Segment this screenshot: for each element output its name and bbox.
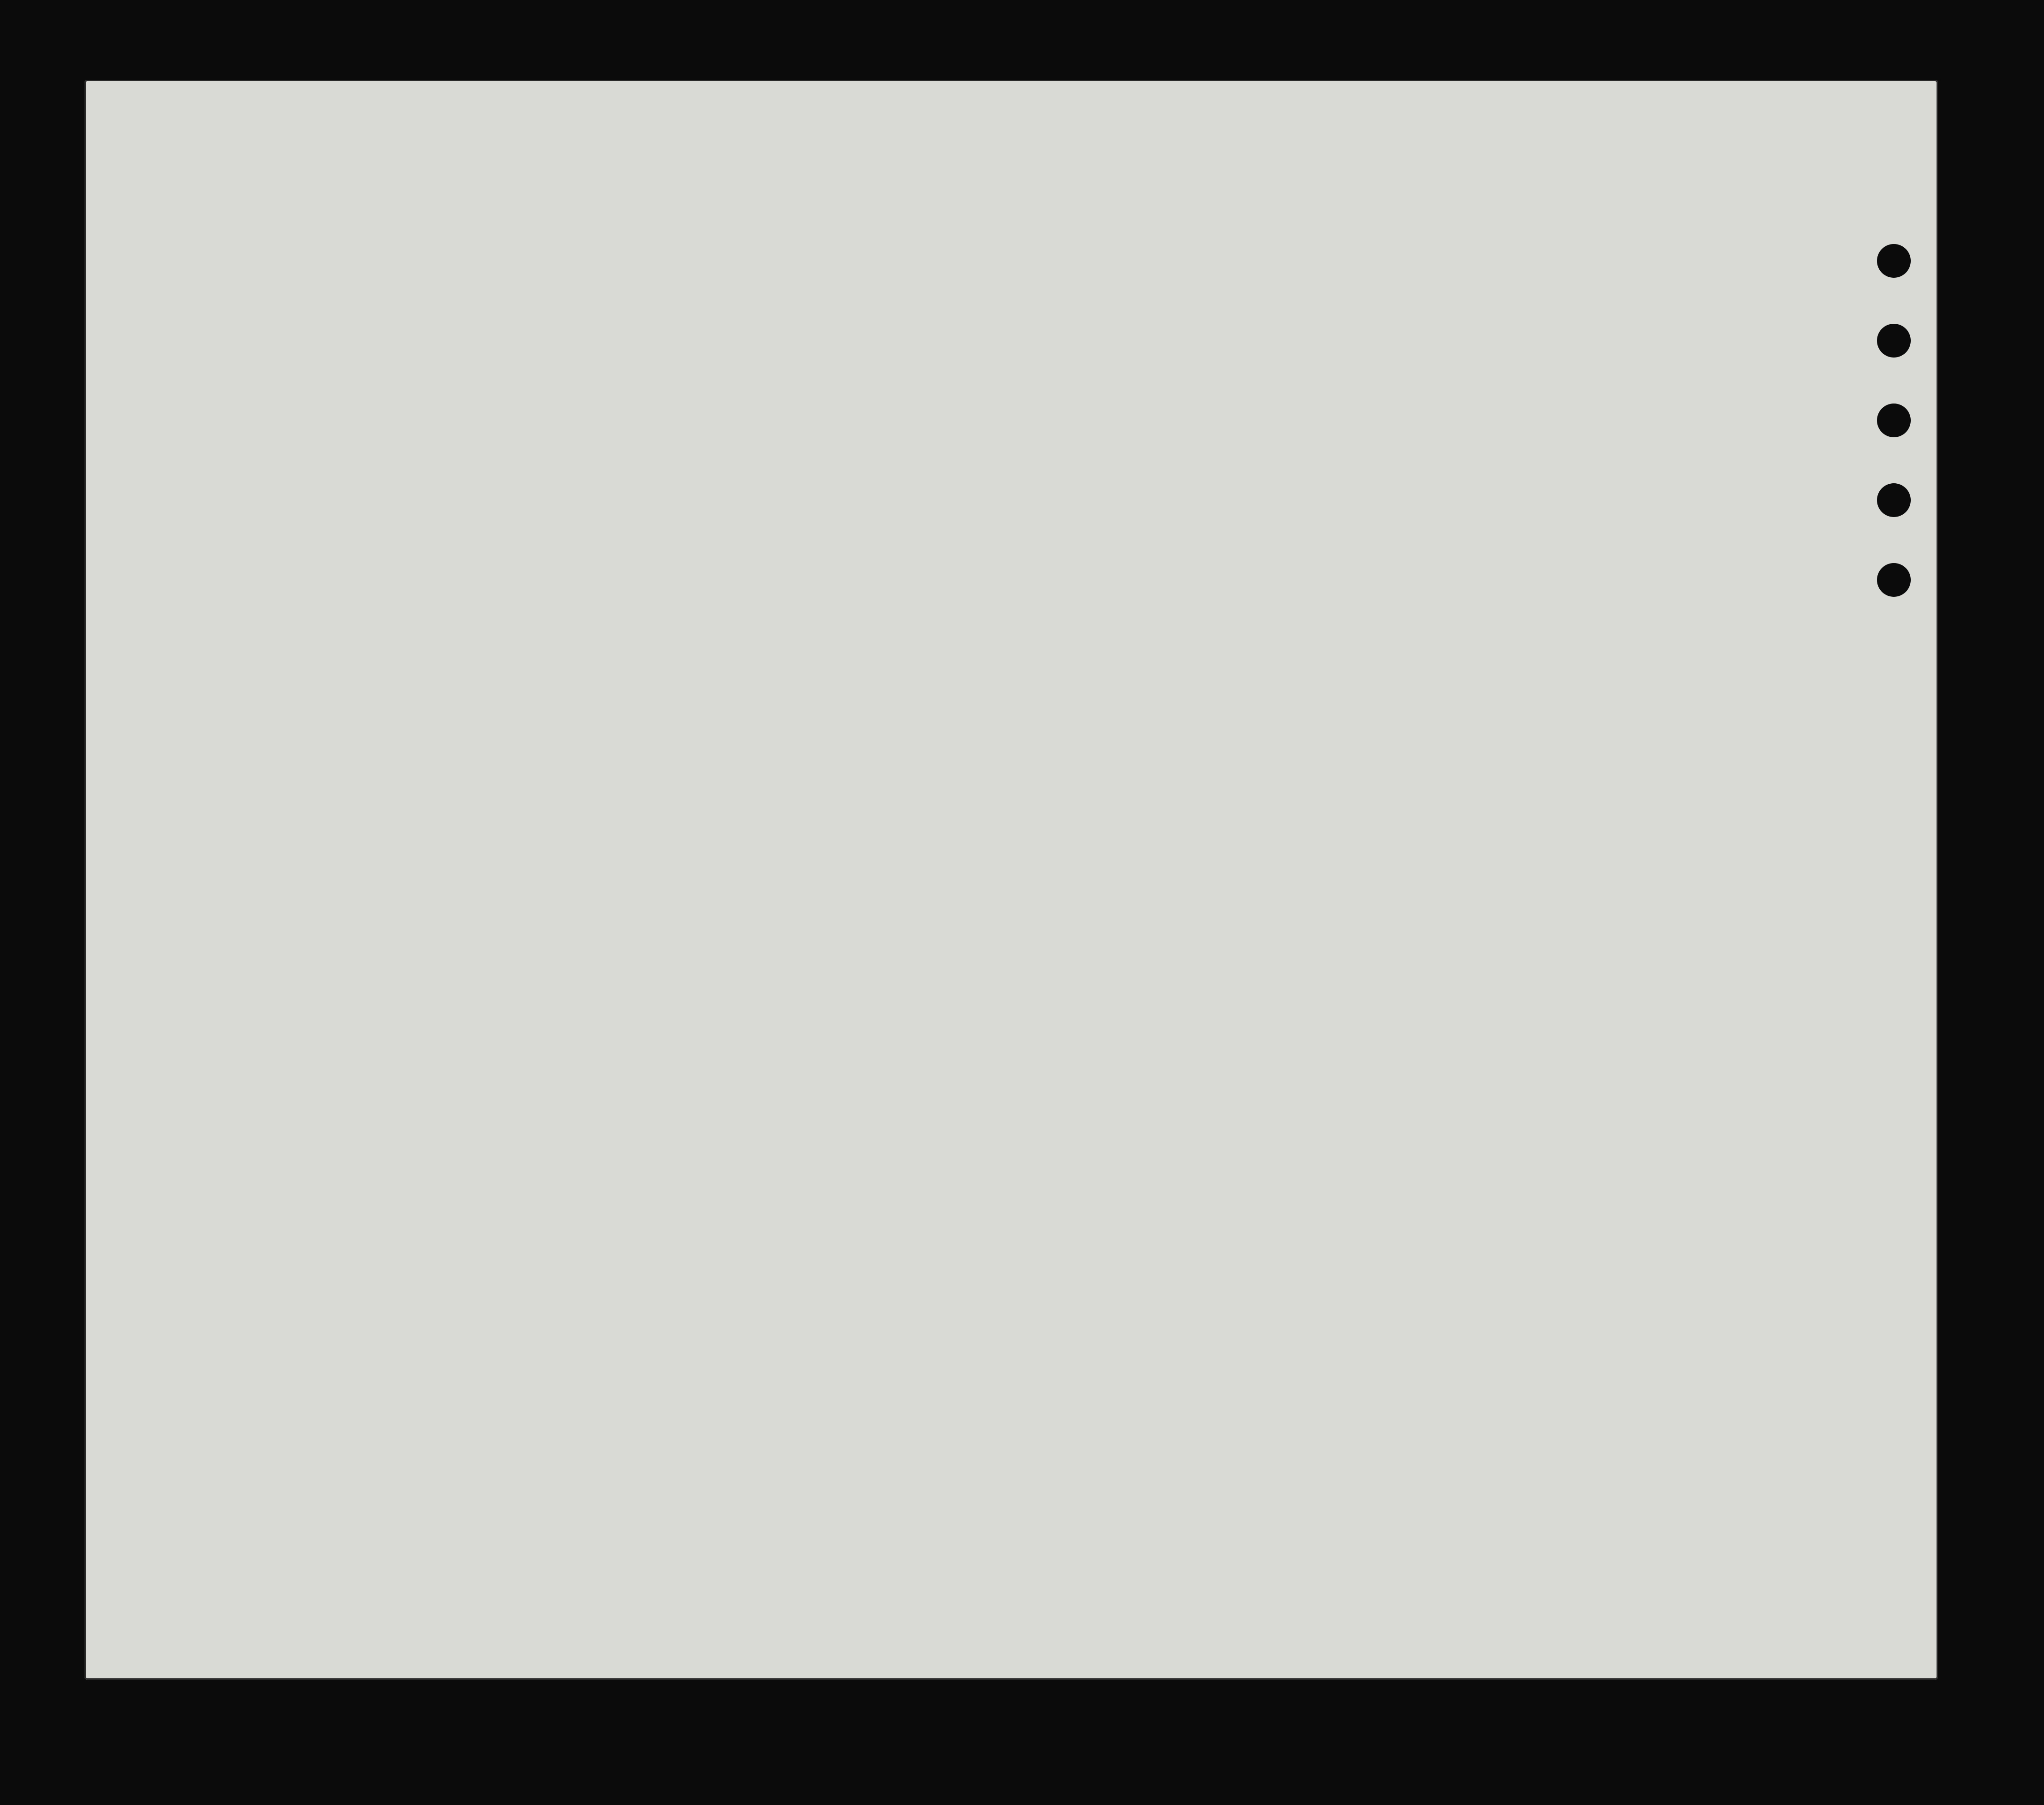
manifest-sheet xyxy=(84,80,1938,1680)
punch-hole xyxy=(1877,404,1911,437)
punch-hole xyxy=(1877,483,1911,517)
ship-line xyxy=(507,239,1938,282)
punch-hole xyxy=(1877,563,1911,597)
punch-hole xyxy=(1877,244,1911,278)
manifest-header xyxy=(84,80,1938,282)
punch-hole xyxy=(1877,324,1911,358)
manifest-table xyxy=(84,286,1938,1623)
